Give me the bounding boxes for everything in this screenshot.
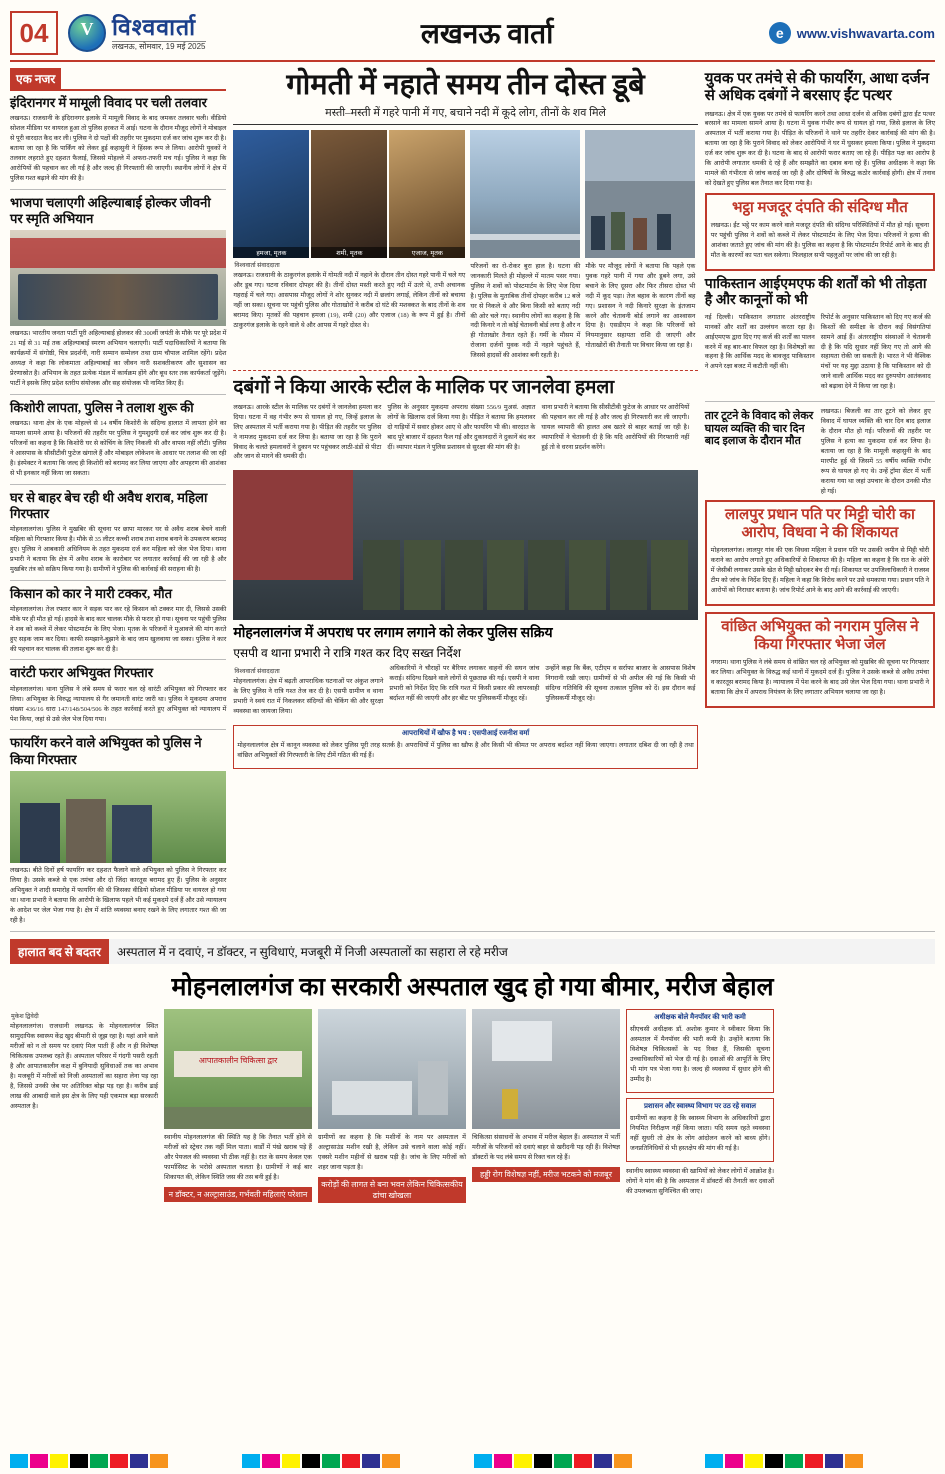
bottom-headline: मोहनलालगंज का सरकारी अस्पताल खुद हो गया बीमार, मरीज बेहाल	[171, 974, 774, 1002]
website-url: www.vishwavarta.com	[796, 25, 935, 41]
right-body-4: लखनऊ। बिजली का तार टूटने को लेकर हुए विवाद में घायल व्यक्ति की चार दिन बाद इलाज के दौरान मौत हो गई। परिजनों की तहरीर पर पुलिस ने हत्या का मुकदमा दर्ज कर लिया है। बताया जा रहा है कि मामूली कहासुनी के बाद मारपीट हुई थी जिसमें 55 वर्षीय व्यक्ति गंभीर रूप से घायल हो गए थे। उन्हें ट्रॉमा सेंटर में भर्ती कराया गया था जहां उपचार के दौरान उनकी मौत हो गई।	[820, 408, 931, 495]
story3-photo-police	[233, 470, 697, 620]
color-registration-bar	[10, 1454, 935, 1468]
left-body-5: मोहनलालगंज। तेज रफ्तार कार ने सड़क पार कर रहे किसान को टक्कर मार दी, जिससे उसकी मौके पर ही मौत हो गई। हादसे के बाद कार चालक मौके से फरार हो गया। सूचना पर पहुंची पुलिस ने शव को कब्जे में लेकर पोस्टमार्टम के लिए भेजा। मृतक के परिजनों ने मुआवजे की मांग करते हुए सड़क जाम कर दिया। काफी समझाने-बुझाने के बाद जाम खुलवाया जा सका। पुलिस ने कार की पहचान कर चालक की तलाश शुरू कर दी है।	[10, 605, 227, 653]
right-body-3b: रिपोर्ट के अनुसार पाकिस्तान को दिए गए कर्ज की किश्तों की समीक्षा के दौरान कई विसंगतियां सामने आई हैं। अंतरराष्ट्रीय संस्थाओं ने चेतावनी दी है कि यदि सुधार नहीं किए गए तो आगे की सहायता रोकी जा सकती है। भारत ने भी वैश्विक मंचों पर यह मुद्दा उठाया है कि पाकिस्तान को दी जाने वाली आर्थिक मदद का दुरुपयोग आतंकवाद को बढ़ावा देने में किया जा रहा है।	[820, 313, 931, 391]
right-headline-5: लालपुर प्रधान पति पर मिट्टी चोरी का आरोप, विधवा ने की शिकायत	[724, 507, 915, 542]
portrait-3-name: एजाज, मृतक	[389, 247, 465, 258]
right-story-2	[705, 193, 935, 271]
color-swatch	[574, 1454, 592, 1468]
portrait-2-name: शमी, मृतक	[311, 247, 387, 258]
bottom-strip-text: अस्पताल में न दवाएं, न डॉक्टर, न सुविधाएं, मजबूरी में निजी अस्पतालों का सहारा ले रहे मरीज	[109, 939, 935, 964]
website-link[interactable]	[769, 22, 935, 44]
color-swatch	[745, 1454, 763, 1468]
lead-portraits	[233, 130, 465, 258]
portrait-2	[311, 130, 387, 258]
left-body-3: लखनऊ। थाना क्षेत्र के एक मोहल्ले से 14 वर्षीय किशोरी के संदिग्ध हालात में लापता होने का मामला सामने आया है। परिजनों की तहरीर पर पुलिस ने गुमशुदगी दर्ज कर जांच शुरू कर दी है। परिजनों का कहना है कि किशोरी घर से कोचिंग के लिए निकली थी और वापस नहीं लौटी। पुलिस ने आसपास के सीसीटीवी फुटेज खंगाले हैं और मोबाइल लोकेशन के आधार पर तलाश की जा रही है। इंस्पेक्टर ने बताया कि जल्द ही किशोरी को बरामद कर लिया जाएगा और अपहरण की आशंका से भी इनकार नहीं किया जा सकता।	[10, 419, 227, 477]
left-headline-1: इंदिरानगर में मामूली विवाद पर चली तलवार	[10, 95, 207, 110]
color-swatch	[70, 1454, 88, 1468]
story3-dateline: विश्ववार्ता संवाददाता	[234, 668, 280, 676]
lead-dateline: विश्ववार्ता संवाददाता	[234, 261, 280, 269]
right-headline-2: भट्ठा मजदूर दंपति की संदिग्ध मौत	[731, 199, 908, 216]
story5-banner: आपराधियों में खौफ है भय : एसपीआई रजनीश वर्मा	[401, 729, 530, 738]
right-body-1: लखनऊ। क्षेत्र में एक युवक पर तमंचे से फायरिंग करने तथा आधा दर्जन से अधिक दबंगों द्वारा ईंट पत्थर बरसाने का मामला सामने आया है। घटना में युवक गंभीर रूप से घायल हो गया, जिसे इलाज के लिए अस्पताल में भर्ती कराया गया है। पीड़ित के परिजनों ने थाने पर तहरीर देकर कार्रवाई की मांग की है। बताया जा रहा है कि पुराने विवाद को लेकर आरोपियों ने घर में घुसकर हमला किया। पुलिस ने मुकदमा दर्ज कर जांच शुरू कर दी है। घटना के बाद से आरोपी फरार बताए जा रहे हैं। पीड़ित पक्ष का आरोप है कि आरोपी लगातार धमकी दे रहे हैं और समझौते का दबाव बना रहे हैं। पुलिस अधीक्षक ने कहा कि मामले की गंभीरता से जांच कराई जा रही है और दोषियों के विरुद्ध कठोर कार्रवाई होगी। क्षेत्र में तनाव को देखते हुए पुलिस बल तैनात कर दिया गया है।	[704, 110, 936, 187]
globe-e-icon: e	[769, 22, 791, 44]
lead-photo-bridge	[470, 130, 580, 258]
color-bar-spacer	[634, 1454, 704, 1468]
lead-story	[233, 70, 697, 365]
color-swatch	[50, 1454, 68, 1468]
right-story-5	[705, 500, 935, 606]
left-headline-4: घर से बाहर बेच रही थी अवैध शराब, महिला गिरफ्तार	[10, 489, 208, 521]
story2-headline: दबंगों ने किया आरके स्टील के मालिक पर जानलेवा हमला	[233, 377, 615, 399]
color-swatch	[342, 1454, 360, 1468]
story3-subcaption: एसपी व थाना प्रभारी ने रात्रि गश्त कर दिए सख्त निर्देश	[233, 646, 461, 661]
color-swatch	[765, 1454, 783, 1468]
bottom-photo-sign-text: आपातकालीन चिकित्सा द्वार	[198, 1056, 278, 1066]
lead-body-1: लखनऊ। राजधानी के ठाकुरगंज इलाके में गोमती नदी में नहाने के दौरान तीन दोस्त गहरे पानी में चले गए और डूब गए। घटना रविवार दोपहर की है। तीनों दोस्त मस्ती करते हुए नदी में उतरे थे, तभी अचानक गहराई में चले गए। आसपास मौजूद लोगों ने शोर सुनकर नदी में छलांग लगाई, लेकिन तीनों को बचाया नहीं जा सका। सूचना पर पहुंची पुलिस और गोताखोरों ने करीब दो घंटे की मशक्कत के बाद तीनों के शव बरामद किए। मृतकों की पहचान हमजा (19), शमी (20) और एजाज (18) के रूप में हुई है। तीनों ठाकुरगंज इलाके के रहने वाले थे और आपस में गहरे दोस्त थे।	[233, 271, 466, 329]
color-swatch	[242, 1454, 260, 1468]
bottom-byline: मुकेश द्विवेदी	[11, 1013, 39, 1021]
color-swatch	[494, 1454, 512, 1468]
bottom-side-1	[626, 1009, 774, 1093]
color-swatch	[554, 1454, 572, 1468]
page-number: 04	[10, 11, 58, 55]
color-swatch	[725, 1454, 743, 1468]
left-photo-arrest	[10, 771, 226, 863]
right-body-3a: नई दिल्ली। पाकिस्तान लगातार अंतरराष्ट्रीय मानकों और शर्तों का उल्लंघन करता रहा है। आईएमएफ द्वारा दिए गए कर्ज की शर्तों का पालन करने में वह बार-बार विफल रहा है। विशेषज्ञों का कहना है कि आर्थिक मदद के बावजूद पाकिस्तान ने अपने रक्षा बजट में कटौती नहीं की।	[704, 313, 815, 371]
color-swatch	[805, 1454, 823, 1468]
section-label-ek-nazar: एक नजर	[10, 68, 61, 89]
left-headline-6: वारंटी फरार अभियुक्त गिरफ्तार	[10, 665, 154, 681]
color-swatch	[10, 1454, 28, 1468]
color-swatch	[362, 1454, 380, 1468]
brand-dateline: लखनऊ, सोमवार, 19 मई 2025	[112, 41, 206, 51]
story2-body-1: लखनऊ। आरके स्टील के मालिक पर दबंगों ने जानलेवा हमला कर दिया। घटना में वह गंभीर रूप से घायल हो गए, जिन्हें इलाज के लिए अस्पताल में भर्ती कराया गया है। पीड़ित की तहरीर पर पुलिस ने नामजद मुकदमा दर्ज कर लिया है। बताया जा रहा है कि पुराने विवाद के चलते हमलावरों ने दुकान पर पहुंचकर लाठी-डंडों से पीटा और जान से मारने की धमकी दी।	[233, 403, 382, 461]
lead-body-3: मौके पर मौजूद लोगों ने बताया कि पहले एक युवक गहरे पानी में गया और डूबने लगा, उसे बचाने के लिए दूसरा और फिर तीसरा दोस्त भी नदी में कूद पड़ा। तेज बहाव के कारण तीनों बह गए। प्रशासन ने नदी किनारे सुरक्षा के इंतजाम करने और चेतावनी बोर्ड लगाने का आश्वासन दिया है। एसडीएम ने कहा कि परिजनों को नियमानुसार सहायता राशि दी जाएगी और गोताखोरों की तैनाती पर विचार किया जा रहा है।	[585, 262, 696, 350]
left-photo-group	[10, 230, 226, 326]
color-bar-spacer	[402, 1454, 472, 1468]
story2-body-3: थाना प्रभारी ने बताया कि सीसीटीवी फुटेज के आधार पर आरोपियों की पहचान कर ली गई है और जल्द ही गिरफ्तारी कर ली जाएगी। घायल व्यापारी की हालत अब खतरे से बाहर बताई जा रही है। व्यापारियों ने चेतावनी दी है कि यदि आरोपियों की गिरफ्तारी नहीं हुई तो वे धरना प्रदर्शन करेंगे।	[541, 403, 690, 451]
story5-box	[233, 725, 697, 769]
left-body-2: लखनऊ। भारतीय जनता पार्टी पूरी अहिल्याबाई होलकर की 300वीं जयंती के मौके पर पूरे प्रदेश में 21 मई से 31 मई तक अहिल्याबाई स्मरण अभियान चलाएगी। पार्टी पदाधिकारियों ने बताया कि कार्यक्रमों में संगोष्ठी, चित्र प्रदर्शनी, नारी सम्मान सम्मेलन तथा ग्राम चौपाल शामिल रहेंगे। प्रदेश अध्यक्ष ने कहा कि लोकमाता अहिल्याबाई का जीवन नारी सशक्तीकरण और सुशासन का प्रेरणास्रोत है। अभियान के तहत प्रत्येक मंडल में कार्यक्रम होंगे और बूथ स्तर तक कार्यकर्ता जुड़ेंगे। पार्टी ने इसके लिए प्रदेश स्तरीय संयोजक और सह संयोजक भी नामित किए हैं।	[10, 330, 227, 387]
masthead	[10, 6, 935, 62]
color-swatch	[474, 1454, 492, 1468]
left-body-1: लखनऊ। राजधानी के इंदिरानगर इलाके में मामूली विवाद के बाद जमकर तलवार चली। वीडियो सोशल मीडिया पर वायरल हुआ तो पुलिस हरकत में आई। घटना के दौरान मौजूद लोगों ने मोबाइल से पूरी वारदात कैद कर ली। पुलिस ने दो पक्षों की तहरीर पर मुकदमा दर्ज कर जांच शुरू कर दी है। बताया जा रहा है कि पार्किंग को लेकर हुई कहासुनी ने हिंसक रूप ले लिया। आरोपी युवकों ने तलवार लहराते हुए दहशत फैलाई, जिससे मोहल्ले में अफरा-तफरी मच गई। पुलिस ने कहा कि आरोपियों की पहचान कर ली गई है और जल्द ही गिरफ्तारी की जाएगी। स्थानीय लोगों ने क्षेत्र में पुलिस गश्त बढ़ाने की मांग की है।	[10, 115, 227, 182]
color-bar-spacer	[170, 1454, 240, 1468]
color-swatch	[514, 1454, 532, 1468]
right-body-6: नगराम। थाना पुलिस ने लंबे समय से वांछित चल रहे अभियुक्त को मुखबिर की सूचना पर गिरफ्तार कर लिया। अभियुक्त के विरुद्ध कई थानों में मुकदमे दर्ज हैं। पुलिस ने उसके कब्जे से अवैध तमंचा व कारतूस बरामद किया है। न्यायालय में पेश करने के बाद उसे जेल भेज दिया गया। थाना प्रभारी ने बताया कि क्षेत्र में अपराध नियंत्रण के लिए लगातार अभियान चलाया जा रहा है।	[710, 659, 930, 696]
story3-photo-caption: मोहनलालगंज में अपराध पर लगाम लगाने को लेकर पुलिस सक्रिय	[233, 626, 553, 642]
bottom-side-1-title: अधीक्षक बोले मैनपॉवर की भारी कमी	[654, 1013, 746, 1022]
left-body-4: मोहनलालगंज। पुलिस ने मुखबिर की सूचना पर छापा मारकर घर से अवैध शराब बेचने वाली महिला को गिरफ्तार किया है। मौके से 35 लीटर कच्ची शराब तथा शराब बनाने के उपकरण बरामद हुए। पुलिस ने आबकारी अधिनियम के तहत मुकदमा दर्ज कर महिला को जेल भेज दिया। थाना प्रभारी ने बताया कि क्षेत्र में अवैध शराब के कारोबार पर लगातार कार्रवाई की जा रही है और मुखबिर तंत्र को सक्रिय किया गया है। ग्रामीणों ने पुलिस की कार्रवाई की सराहना की है।	[10, 526, 227, 573]
bottom-caption-2: न डॉक्टर, न अल्ट्रासाउंड, गर्भवती महिलाएं परेशान	[164, 1187, 312, 1202]
left-body-6: मोहनलालगंज। थाना पुलिस ने लंबे समय से फरार चल रहे वारंटी अभियुक्त को गिरफ्तार कर लिया। अभियुक्त के विरुद्ध न्यायालय से गैर जमानती वारंट जारी था। पुलिस ने मुकदमा अपराध संख्या 436/16 धारा 147/148/504/506 के तहत कार्रवाई करते हुए अभियुक्त को न्यायालय में पेश किया, जहां से उसे जेल भेज दिया गया।	[10, 685, 227, 723]
color-swatch	[785, 1454, 803, 1468]
bottom-col-3: ग्रामीणों का कहना है कि मशीनों के नाम पर अस्पताल में अल्ट्रासाउंड मशीन रखी है, लेकिन उसे चलाने वाला कोई नहीं। एक्सरे मशीन महीनों से खराब पड़ी है। जांच के लिए मरीजों को शहर जाना पड़ता है।	[318, 1134, 466, 1172]
bottom-col-5: स्थानीय स्वास्थ्य व्यवस्था की खामियों को लेकर लोगों में आक्रोश है। लोगों ने मांग की है कि अस्पताल में डॉक्टरों की तैनाती कर दवाओं की उपलब्धता सुनिश्चित की जाए।	[626, 1167, 774, 1195]
color-swatch	[302, 1454, 320, 1468]
globe-icon	[68, 14, 106, 52]
bottom-photo-ward	[318, 1009, 466, 1129]
right-body-5: मोहनलालगंज। लालपुर गांव की एक विधवा महिला ने प्रधान पति पर उसकी जमीन से मिट्टी चोरी कराने का आरोप लगाते हुए अधिकारियों से शिकायत की है। महिला का कहना है कि रात के अंधेरे में जेसीबी लगाकर उसके खेत से मिट्टी खोदकर बेच दी गई। शिकायत पर उपजिलाधिकारी ने राजस्व टीम को जांच के निर्देश दिए हैं। महिला ने कहा कि विरोध करने पर उसे धमकाया गया। प्रधान पति ने आरोपों को निराधार बताया है। जांच रिपोर्ट आने के बाद आगे की कार्रवाई की जाएगी।	[710, 547, 930, 595]
bottom-status-strip	[10, 939, 935, 964]
brand-logo	[68, 14, 206, 52]
lead-photo-crowd	[585, 130, 695, 258]
brand-name: विश्ववार्ता	[112, 14, 197, 40]
portrait-1-name: हमजा, मृतक	[233, 247, 309, 258]
color-swatch	[705, 1454, 723, 1468]
bottom-side-1-body: सीएचसी अधीक्षक डॉ. अशोक कुमार ने स्वीकार किया कि अस्पताल में मैनपॉवर की भारी कमी है। उन्होंने बताया कि विशेषज्ञ चिकित्सकों के पद रिक्त हैं, जिसकी सूचना उच्चाधिकारियों को भेज दी गई है। दवाओं की आपूर्ति के लिए भी मांग पत्र भेजा गया है। जल्द ही व्यवस्था में सुधार होने की उम्मीद है।	[630, 1026, 770, 1084]
bottom-side-2	[626, 1098, 774, 1162]
right-column	[705, 68, 935, 929]
story3-body-3: उन्होंने कहा कि बैंक, एटीएम व सर्राफा बाजार के आसपास विशेष निगरानी रखी जाए। ग्रामीणों से भी अपील की गई कि किसी भी संदिग्ध गतिविधि की सूचना तत्काल पुलिस को दें। इस दौरान कई पुलिसकर्मी मौजूद रहे।	[545, 665, 696, 703]
right-headline-4: तार टूटने के विवाद को लेकर घायल व्यक्ति की चार दिन बाद इलाज के दौरान मौत	[704, 410, 814, 448]
bottom-photo-hospital-gate	[164, 1009, 312, 1129]
left-headline-2: भाजपा चलाएगी अहिल्याबाई होल्कर जीवनी पर स्मृति अभियान	[10, 194, 211, 226]
color-swatch	[282, 1454, 300, 1468]
bottom-package	[10, 931, 935, 1203]
left-headline-5: किसान को कार ने मारी टक्कर, मौत	[10, 585, 173, 601]
color-swatch	[262, 1454, 280, 1468]
left-headline-7: फायरिंग करने वाले अभियुक्त को पुलिस ने किया गिरफ्तार	[10, 735, 202, 767]
right-body-2: लखनऊ। ईंट भट्ठे पर काम करने वाले मजदूर दंपति की संदिग्ध परिस्थितियों में मौत हो गई। सूचना पर पहुंची पुलिस ने शवों को कब्जे में लेकर पोस्टमार्टम के लिए भेज दिया। परिजनों ने हत्या की आशंका जताते हुए जांच की मांग की है। पुलिस का कहना है कि पोस्टमार्टम रिपोर्ट आने के बाद ही मौत के कारणों का पता चल सकेगा। फिलहाल सभी पहलुओं पर जांच की जा रही है।	[710, 221, 930, 259]
right-headline-1: युवक पर तमंचे से की फायरिंग, आधा दर्जन से अधिक दबंगों ने बरसाए ईंट पत्थर	[704, 71, 930, 105]
color-swatch	[130, 1454, 148, 1468]
color-swatch	[150, 1454, 168, 1468]
left-headline-3: किशोरी लापता, पुलिस ने तलाश शुरू की	[10, 399, 194, 415]
right-headline-3: पाकिस्तान आईएमएफ की शर्तों को भी तोड़ता है और कानूनों को भी	[704, 276, 927, 308]
color-swatch	[534, 1454, 552, 1468]
portrait-3	[389, 130, 465, 258]
right-story-6	[705, 612, 935, 708]
bottom-col-1: मोहनलालगंज। राजधानी लखनऊ के मोहनलालगंज स्थित सामुदायिक स्वास्थ्य केंद्र खुद बीमारी से जूझ रहा है। यहां आने वाले मरीजों को न तो समय पर दवाएं मिल पाती हैं और न ही विशेषज्ञ चिकित्सक उपलब्ध रहते हैं। अस्पताल परिसर में गंदगी पसरी रहती है और आपातकालीन कक्ष में बुनियादी सुविधाओं तक का अभाव है। मजबूरी में मरीजों को निजी अस्पतालों का सहारा लेना पड़ रहा है, जिससे उनकी जेब पर अतिरिक्त बोझ पड़ रहा है। करीब ढाई लाख की आबादी वाले इस क्षेत्र के लिए यही एकमात्र बड़ा सरकारी अस्पताल है।	[10, 1023, 158, 1110]
right-story-3	[705, 277, 935, 397]
lead-body-2: परिजनों का रो-रोकर बुरा हाल है। घटना की जानकारी मिलते ही मोहल्ले में मातम पसर गया। पुलिस ने शवों को पोस्टमार्टम के लिए भेज दिया है। पुलिस के मुताबिक तीनों दोपहर करीब 12 बजे घर से निकले थे और बिना किसी को बताए नदी की ओर चले गए। स्थानीय लोगों का कहना है कि नदी किनारे न तो कोई चेतावनी बोर्ड लगा है और न ही गोताखोर तैनात रहते हैं। गर्मी के मौसम में रोजाना दर्जनों युवक नदी में नहाने पहुंचते हैं, जिससे हादसों की आशंका बनी रहती है।	[470, 262, 581, 360]
portrait-1	[233, 130, 309, 258]
story3-body-2: अधिकारियों ने चौराहों पर बैरियर लगाकर वाहनों की सघन जांच कराई। संदिग्ध दिखने वाले लोगों से पूछताछ की गई। एसपी ने थाना प्रभारी को निर्देश दिए कि रात्रि गश्त में किसी प्रकार की लापरवाही बर्दाश्त नहीं की जाएगी और हर बीट पर पुलिसकर्मी मौजूद रहें।	[389, 665, 540, 703]
bottom-caption-4: हड्डी रोग विशेषज्ञ नहीं, मरीज भटकने को मजबूर	[472, 1167, 620, 1182]
story3-body-1: मोहनलालगंज। क्षेत्र में बढ़ती आपराधिक घटनाओं पर अंकुश लगाने के लिए पुलिस ने रात्रि गश्त तेज कर दी है। एसपी ग्रामीण व थाना प्रभारी ने स्वयं रात में निकलकर संदिग्धों की चेकिंग की और सुरक्षा व्यवस्था का जायजा लिया।	[233, 678, 384, 716]
color-swatch	[90, 1454, 108, 1468]
middle-column	[233, 68, 697, 929]
left-column	[10, 68, 226, 929]
edition-title: लखनऊ वार्ता	[420, 19, 554, 50]
bottom-side-2-body: ग्रामीणों का कहना है कि स्वास्थ्य विभाग के अधिकारियों द्वारा नियमित निरीक्षण नहीं किया जाता। यदि समय रहते व्यवस्था नहीं सुधरी तो क्षेत्र के लोग आंदोलन करने को बाध्य होंगे। जनप्रतिनिधियों से भी हस्तक्षेप की मांग की गई है।	[630, 1114, 770, 1152]
story2-body-2: पुलिस के अनुसार मुकदमा अपराध संख्या 556/9 मुअसं. अज्ञात लोगों के खिलाफ दर्ज किया गया है। पीड़ित ने बताया कि हमलावर दो गाड़ियों में सवार होकर आए थे और फायरिंग भी की। वारदात के बाद पूरे बाजार में दहशत फैल गई और दुकानदारों ने दुकानें बंद कर दीं। व्यापार मंडल ने पुलिस प्रशासन से सुरक्षा की मांग की है।	[387, 403, 536, 451]
bottom-side-2-title: प्रशासन और स्वास्थ्य विभाग पर उठ रहे सवाल	[643, 1101, 757, 1110]
left-body-7: लखनऊ। बीते दिनों हर्ष फायरिंग कर दहशत फैलाने वाले अभियुक्त को पुलिस ने गिरफ्तार कर लिया है। उसके कब्जे से एक तमंचा और दो जिंदा कारतूस बरामद हुए हैं। पुलिस के अनुसार अभियुक्त ने शादी समारोह में फायरिंग की थी जिसका वीडियो सोशल मीडिया पर वायरल हो गया था। थाना प्रभारी ने बताया कि आरोपी के खिलाफ पहले भी कई मुकदमे दर्ज हैं और उसे न्यायालय के आदेश पर जेल भेजा गया है। क्षेत्र में शांति व्यवस्था बनाए रखने के लिए लगातार गश्त की जा रही है।	[10, 866, 227, 924]
right-story-4	[705, 407, 935, 500]
story5-body: मोहनलालगंज क्षेत्र में कानून व्यवस्था को लेकर पुलिस पूरी तरह सतर्क है। अपराधियों में पुलिस का खौफ है और किसी भी कीमत पर अपराध बर्दाश्त नहीं किया जाएगा। लगातार दबिश दी जा रही है तथा वांछित अभियुक्तों की गिरफ्तारी के लिए टीमें गठित की गई हैं।	[237, 742, 694, 759]
color-swatch	[845, 1454, 863, 1468]
lead-kicker: मस्ती–मस्ती में गहरे पानी में गए, बचाने नदी में कूदे लोग, तीनों के शव मिले	[233, 105, 697, 125]
color-swatch	[614, 1454, 632, 1468]
bottom-caption-3: करोड़ों की लागत से बना भवन लेकिन चिकित्सकीय ढांचा खोखला	[318, 1177, 466, 1203]
color-swatch	[322, 1454, 340, 1468]
lead-headline: गोमती में नहाते समय तीन दोस्त डूबे	[286, 69, 645, 101]
color-swatch	[825, 1454, 843, 1468]
color-bar-spacer	[865, 1454, 935, 1468]
bottom-col-4: चिकित्सा संसाधनों के अभाव में मरीज बेहाल हैं। अस्पताल में भर्ती मरीजों के परिजनों को दवाएं बाहर से खरीदनी पड़ रही हैं। विशेषज्ञ डॉक्टरों के पद लंबे समय से रिक्त चल रहे हैं।	[472, 1134, 620, 1162]
story-rk-steel	[233, 376, 697, 466]
color-swatch	[382, 1454, 400, 1468]
color-swatch	[30, 1454, 48, 1468]
bottom-tag: हालात बद से बदतर	[10, 939, 109, 964]
bottom-photo-equipment	[472, 1009, 620, 1129]
right-headline-6: वांछित अभियुक्त को नगराम पुलिस ने किया गिरफ्तार भेजा जेल	[721, 619, 919, 654]
color-swatch	[594, 1454, 612, 1468]
color-swatch	[110, 1454, 128, 1468]
bottom-col-2: स्थानीय मोहनलालगंज की स्थिति यह है कि तैनात भर्ती होने से मरीजों को स्ट्रेचर तक नहीं मिल पाता। वार्डों में पंखे खराब पड़े हैं और पेयजल की व्यवस्था भी ठीक नहीं है। रात के समय केवल एक फार्मासिस्ट के भरोसे अस्पताल चलता है। ग्रामीणों ने कई बार शिकायत की, लेकिन स्थिति जस की तस बनी हुई है।	[164, 1134, 312, 1182]
